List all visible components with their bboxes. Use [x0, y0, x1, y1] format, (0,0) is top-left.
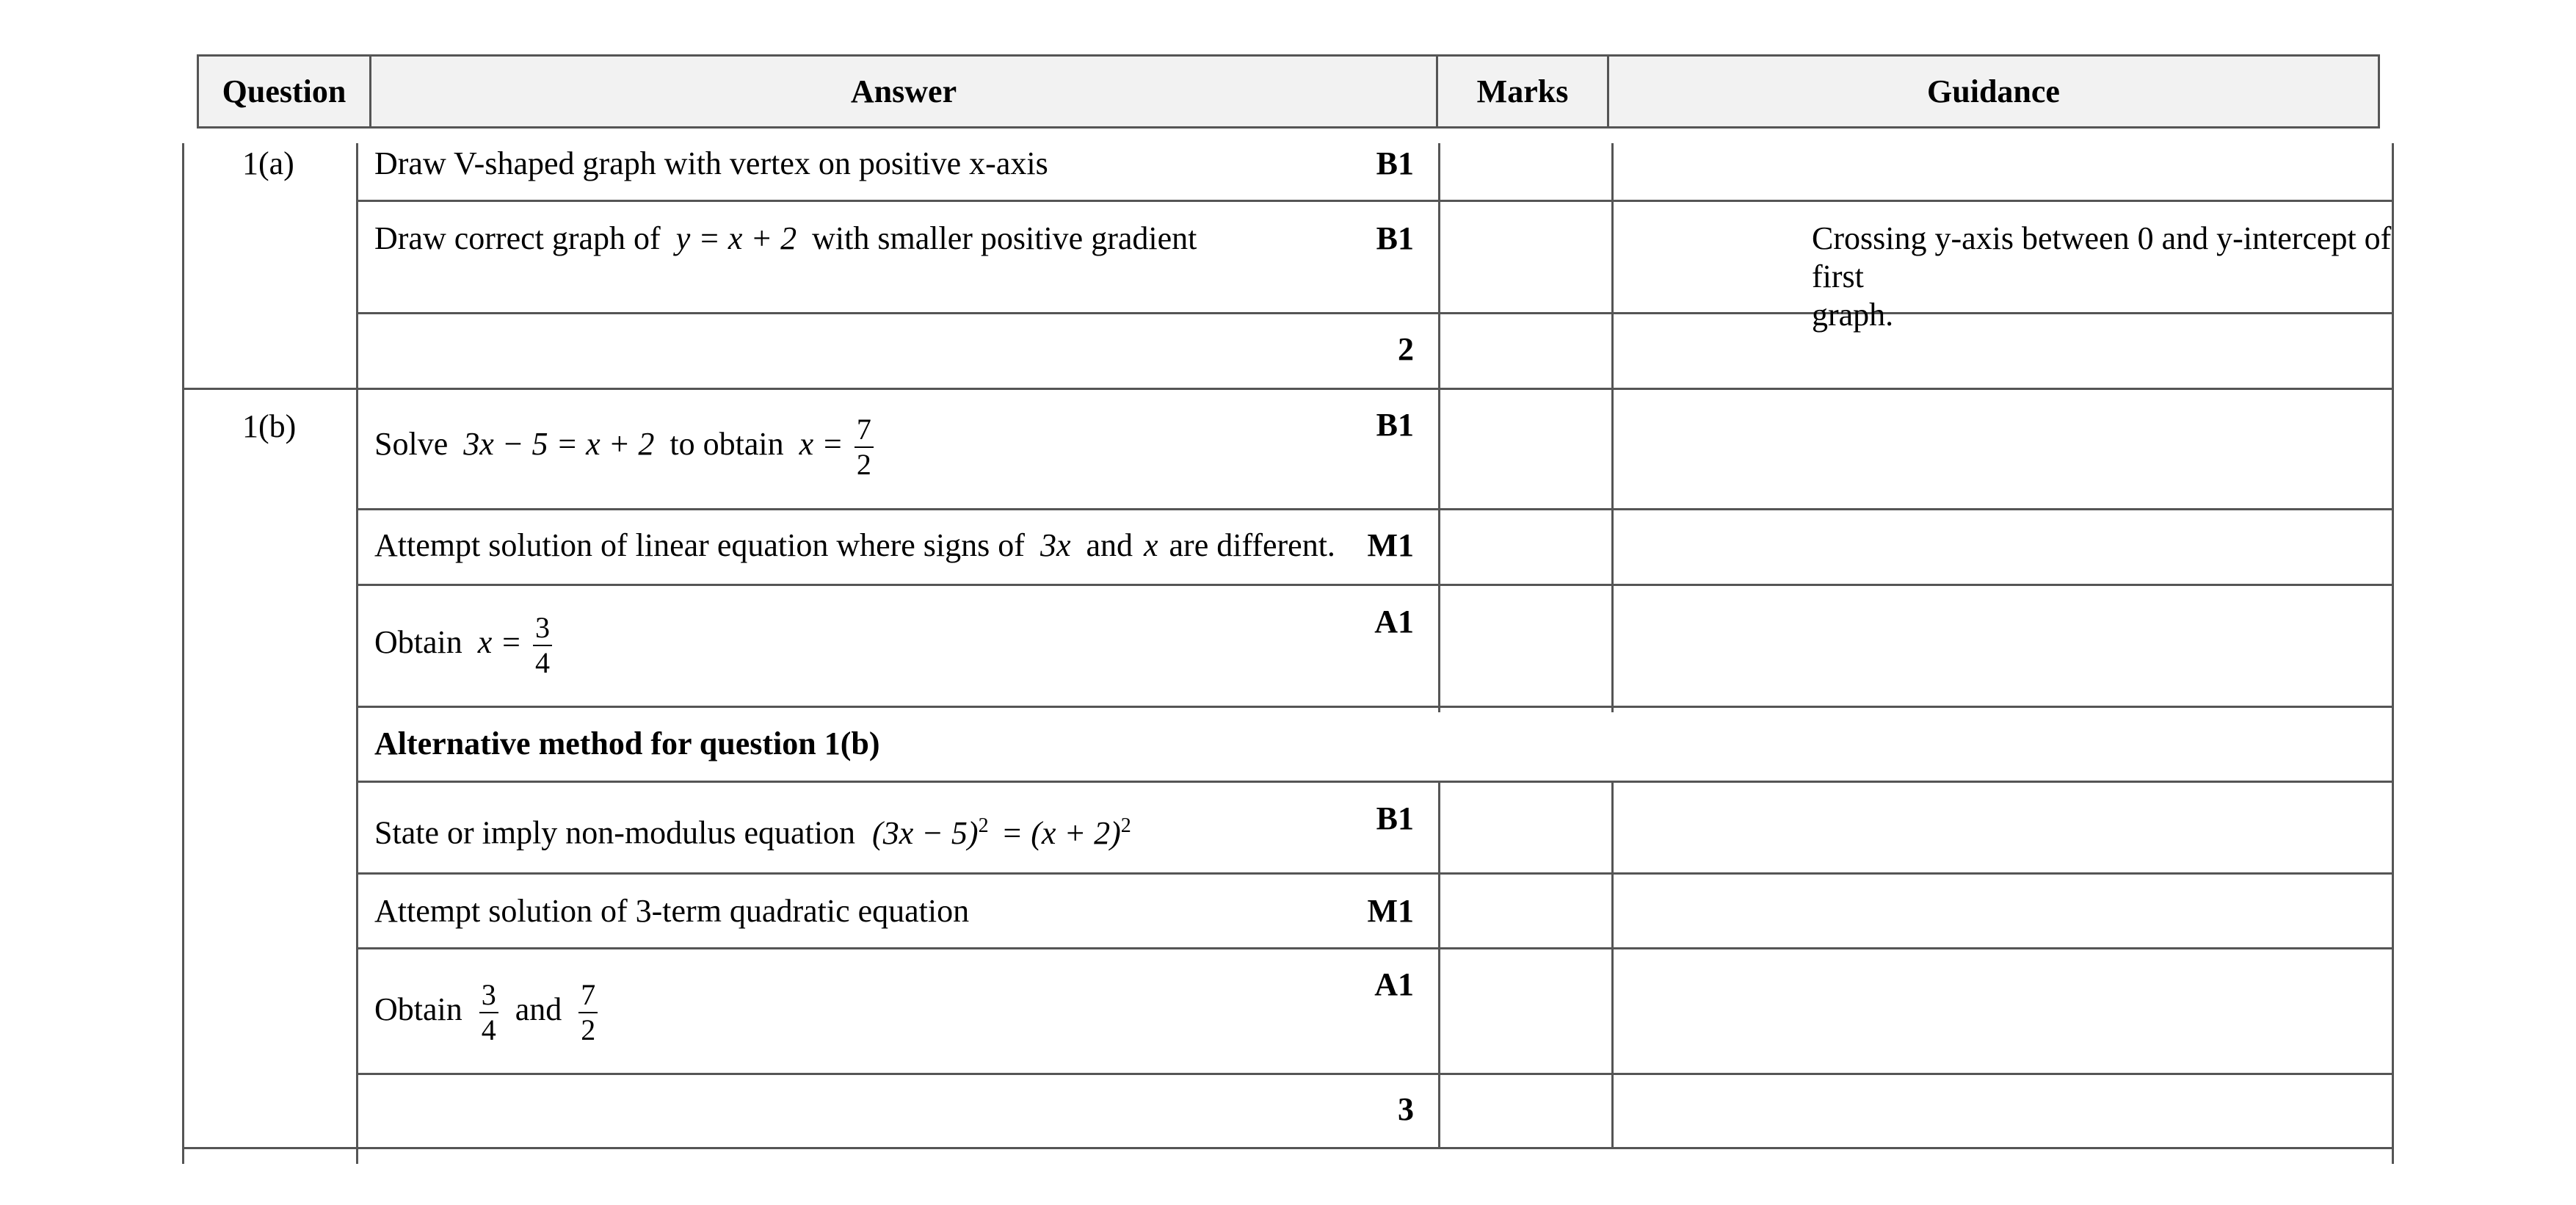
- marks-value: A1: [1374, 966, 1414, 1002]
- answer-text-part: Attempt solution of linear equation where signs of: [374, 527, 1025, 563]
- term: x: [1144, 527, 1158, 563]
- question-label: 1(a): [242, 145, 294, 181]
- equation: y = x + 2: [675, 220, 797, 256]
- fraction: [578, 978, 598, 1047]
- fraction-numerator: 7: [855, 413, 874, 448]
- answer-text-part: and: [1086, 527, 1133, 563]
- fraction-numerator: 3: [479, 978, 498, 1013]
- row-divider: [356, 200, 2394, 202]
- term: 3x: [1040, 527, 1071, 563]
- row-divider: [356, 584, 2394, 586]
- marks-value: M1: [1367, 893, 1414, 929]
- equation: x =: [799, 426, 843, 462]
- marks-value: B1: [1376, 800, 1414, 836]
- equation: = (x + 2): [1001, 814, 1121, 851]
- row-divider: [356, 872, 2394, 875]
- answer-text: [374, 220, 1197, 258]
- marks-value: A1: [1374, 604, 1414, 640]
- fraction-denominator: 2: [856, 447, 871, 481]
- guidance-line: graph.: [1812, 297, 1894, 333]
- row-divider: [356, 706, 2394, 708]
- header-question: Question: [222, 73, 347, 109]
- guidance-line: Crossing y-axis between 0 and y-intercept of first: [1812, 220, 2392, 294]
- equation: (3x − 5): [872, 814, 979, 851]
- marks-total: 3: [1398, 1091, 1414, 1127]
- header-guidance: Guidance: [1927, 73, 2060, 109]
- answer-text-part: and: [515, 991, 562, 1027]
- fraction-denominator: 4: [481, 1013, 496, 1046]
- fraction: [479, 978, 498, 1047]
- table-border-left: [182, 143, 184, 1164]
- exponent: 2: [1120, 814, 1131, 837]
- fraction-denominator: 4: [535, 645, 550, 679]
- answer-text: [374, 526, 1335, 565]
- equation: 3x − 5 = x + 2: [463, 426, 655, 462]
- answer-text: Attempt solution of 3-term quadratic equation: [374, 893, 970, 929]
- answer-text-part: are different.: [1169, 527, 1335, 563]
- fraction-numerator: 7: [578, 978, 598, 1013]
- answer-text-part: Solve: [374, 426, 449, 462]
- column-divider: [1611, 782, 1614, 1149]
- question-divider: [182, 388, 2394, 390]
- column-divider: [1438, 143, 1440, 712]
- marks-value: M1: [1367, 527, 1414, 563]
- row-divider: [356, 781, 2394, 783]
- column-divider: [1611, 143, 1614, 712]
- alternative-method-heading: Alternative method for question 1(b): [374, 725, 880, 761]
- header-answer: Answer: [850, 73, 957, 109]
- question-label: 1(b): [242, 408, 297, 444]
- marks-total: 2: [1398, 331, 1414, 367]
- table-header: [197, 54, 2380, 129]
- answer-text: [374, 804, 1131, 855]
- table-border-bottom: [182, 1147, 2394, 1149]
- answer-text: [374, 408, 877, 482]
- row-divider: [356, 508, 2394, 510]
- column-divider: [356, 143, 358, 1164]
- marks-value: B1: [1376, 407, 1414, 443]
- answer-text-part: Draw correct graph of: [374, 220, 661, 256]
- answer-text-part: Draw V-shaped graph with vertex on positive x-axis: [374, 145, 1048, 181]
- answer-text-part: with smaller positive gradient: [812, 220, 1197, 256]
- marks-value: B1: [1376, 145, 1414, 181]
- column-divider: [1438, 782, 1440, 1149]
- answer-text: [374, 145, 1048, 183]
- answer-text: [374, 606, 555, 680]
- answer-text-part: to obtain: [670, 426, 784, 462]
- fraction-denominator: 2: [581, 1013, 596, 1046]
- fraction: [533, 611, 552, 680]
- answer-text-part: Obtain: [374, 991, 462, 1027]
- fraction: [855, 413, 874, 482]
- marks-value: B1: [1376, 220, 1414, 256]
- guidance-text: [1812, 220, 2394, 334]
- row-divider: [356, 947, 2394, 949]
- answer-text: [374, 973, 601, 1047]
- equation: x =: [477, 624, 522, 660]
- header-marks: Marks: [1476, 73, 1569, 109]
- answer-text-part: State or imply non-modulus equation: [374, 814, 856, 851]
- fraction-numerator: 3: [533, 611, 552, 646]
- mark-scheme-table: [182, 129, 2394, 1149]
- answer-text-part: Obtain: [374, 624, 462, 660]
- exponent: 2: [978, 814, 989, 837]
- row-divider: [356, 1073, 2394, 1075]
